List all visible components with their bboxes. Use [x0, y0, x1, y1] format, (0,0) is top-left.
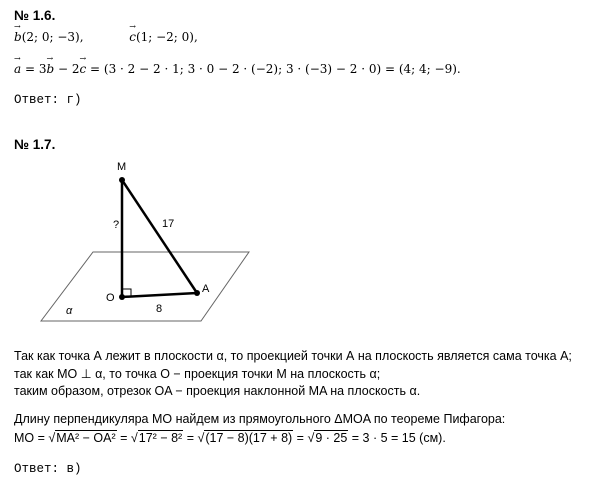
- label-MO-unknown: ?: [113, 219, 120, 231]
- formula-radicand-2: 17² − 8²: [138, 431, 183, 445]
- label-MA-length: 17: [162, 218, 175, 230]
- calc-eq: = 3: [21, 62, 47, 76]
- explanation-line: таким образом, отрезок OA − проекция наклонной MA на плоскость α.: [14, 384, 421, 398]
- point-A: [194, 290, 200, 296]
- label-M: M: [117, 161, 127, 173]
- calc-minus: − 2: [54, 62, 80, 76]
- vector-c-coords: (1; −2; 0),: [135, 30, 198, 44]
- formula-tail: = 3 · 5 = 15 (см).: [348, 431, 446, 445]
- vector-c-name: → c: [129, 30, 136, 44]
- calc-vector-b: → b: [46, 62, 54, 76]
- sqrt-sign: √: [48, 431, 56, 445]
- label-OA-length: 8: [156, 303, 163, 315]
- point-M: [119, 177, 125, 183]
- answer-1-7: Ответ: в): [14, 462, 82, 476]
- point-O: [119, 294, 125, 300]
- calc-vector-c: → c: [80, 62, 87, 76]
- sqrt-sign: √: [307, 431, 315, 445]
- formula-eq-3: =: [293, 431, 308, 445]
- vector-a-name: → a: [14, 62, 21, 76]
- label-A: A: [202, 283, 210, 295]
- formula-eq-1: =: [116, 431, 131, 445]
- label-O: O: [106, 292, 115, 304]
- sqrt-sign: √: [197, 431, 205, 445]
- vector-b-name: → b: [14, 30, 22, 44]
- calc-rest: = (3 · 2 − 2 · 1; 3 · 0 − 2 · (−2); 3 · (−3) − 2 · 0) = (4; 4; −9).: [86, 62, 461, 76]
- explanation-line: так как MO ⊥ α, то точка O − проекция точки М на плоскость α;: [14, 366, 381, 381]
- formula-radicand-1: MA² − OA²: [56, 431, 116, 445]
- formula-radicand-3: (17 − 8)(17 + 8): [205, 431, 293, 445]
- formula-lhs: MO =: [14, 431, 49, 445]
- problem-1-6-heading: № 1.6.: [14, 8, 56, 23]
- explanation-line: Так как точка А лежит в плоскости α, то проекцией точки А на плоскость является сама точка А;: [14, 349, 572, 363]
- answer-1-6: Ответ: г): [14, 93, 82, 107]
- sqrt-sign: √: [130, 431, 138, 445]
- segment-OA: [122, 293, 197, 297]
- formula-radicand-4: 9 · 25: [315, 431, 348, 445]
- segment-MA: [122, 180, 197, 293]
- label-plane-alpha: α: [66, 305, 73, 317]
- problem-1-7-heading: № 1.7.: [14, 137, 56, 152]
- pythagoras-formula: [14, 431, 446, 445]
- explanation-block: [14, 348, 572, 401]
- formula-eq-2: =: [183, 431, 198, 445]
- vector-b-coords: (2; 0; −3),: [21, 30, 84, 44]
- pythagoras-intro: Длину перпендикуляра MO найдем из прямоугольного ΔMOA по теореме Пифагора:: [14, 412, 506, 426]
